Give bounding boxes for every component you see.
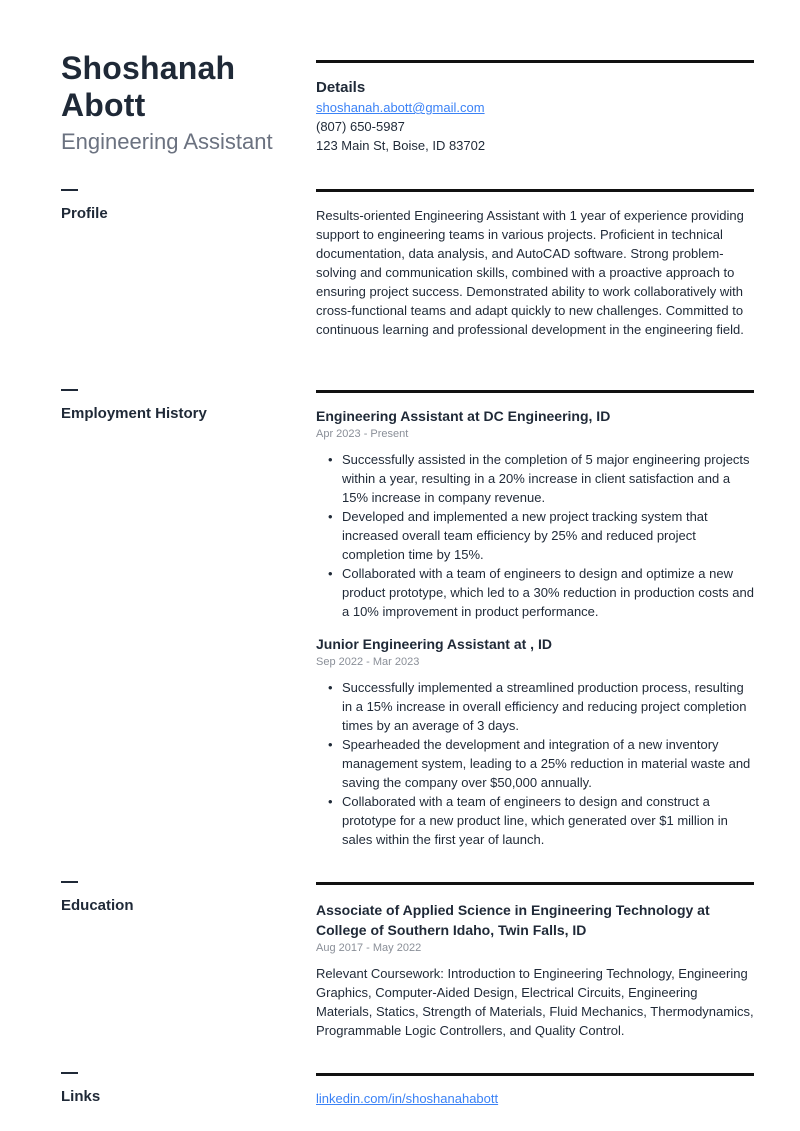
details-heading: Details: [316, 79, 366, 96]
profile-dash: [61, 189, 78, 191]
first-name: Shoshanah: [61, 50, 236, 86]
list-item: • Collaborated with a team of engineers to design and optimize a new product prototype, which led to a 30% reduction in production costs and a 10% improvement in product performance.: [316, 564, 754, 621]
education-text: Relevant Coursework: Introduction to Engineering Technology, Engineering Graphics, Computer-Aided Design, Electrical Circuits, Engineering Materials, Statics, Strength of Materials, Fluid Mechanics, Thermodynamics, Programmable Logic Controllers, and Quality Control.: [316, 966, 754, 1038]
profile-heading: Profile: [61, 205, 108, 222]
job-title-1: Engineering Assistant at DC Engineering, ID: [316, 408, 611, 424]
education-entry: [316, 900, 754, 1040]
employment-dash: [61, 389, 78, 391]
education-dates: Aug 2017 - May 2022: [316, 942, 422, 954]
job-title-2: Junior Engineering Assistant at , ID: [316, 636, 552, 652]
links-dash: [61, 1072, 78, 1074]
phone: (807) 650-5987: [316, 119, 405, 134]
education-heading: Education: [61, 897, 134, 914]
job-bullets-1: [316, 450, 754, 621]
details-section: [316, 78, 754, 155]
education-rule: [316, 882, 754, 885]
job-dates-2: Sep 2022 - Mar 2023: [316, 656, 420, 668]
links-rule: [316, 1073, 754, 1076]
profile-text: Results-oriented Engineering Assistant with 1 year of experience providing support to engineering teams in various projects. Proficient in technical documentation, data analysis, and AutoCAD software. Strong problem-solving and communication skills, combined with a proactive approach to ensuring project success. Demonstrated ability to work collaboratively with cross-functional teams and adapt quickly to new challenges. Committed to continuous learning and professional development in the engineering field.: [316, 208, 744, 337]
job-entry: [316, 634, 754, 849]
details-rule: [316, 60, 754, 63]
employment-heading: Employment History: [61, 405, 207, 422]
profile-rule: [316, 189, 754, 192]
list-item: • Collaborated with a team of engineers to design and construct a prototype for a new product line, which generated over $1 million in sales within the first year of launch.: [316, 792, 754, 849]
job-title: Engineering Assistant: [61, 129, 273, 154]
links-heading: Links: [61, 1088, 101, 1105]
job-dates-1: Apr 2023 - Present: [316, 428, 409, 440]
list-item: • Successfully assisted in the completion of 5 major engineering projects within a year, resulting in a 20% increase in client satisfaction and a 15% increase in company revenue.: [316, 450, 754, 507]
links-section: [316, 1089, 754, 1108]
list-item: • Spearheaded the development and integration of a new inventory management system, leading to a 25% reduction in material waste and saving the company over $50,000 annually.: [316, 735, 754, 792]
degree-title: Associate of Applied Science in Engineering Technology at College of Southern Idaho, Twin Falls, ID: [316, 902, 710, 938]
email-link[interactable]: shoshanah.abott@gmail.com: [316, 100, 485, 115]
linkedin-link[interactable]: linkedin.com/in/shoshanahabott: [316, 1091, 499, 1106]
list-item: • Developed and implemented a new project tracking system that increased overall team efficiency by 25% and reduced project completion time by 15%.: [316, 507, 754, 564]
candidate-name: [61, 50, 296, 124]
employment-rule: [316, 390, 754, 393]
job-bullets-2: [316, 678, 754, 849]
job-entry: [316, 406, 754, 621]
list-item: • Successfully implemented a streamlined production process, resulting in a 15% increase in overall efficiency and reducing project completion times by an average of 3 days.: [316, 678, 754, 735]
last-name: Abott: [61, 87, 146, 123]
address: 123 Main St, Boise, ID 83702: [316, 138, 486, 153]
education-dash: [61, 881, 78, 883]
